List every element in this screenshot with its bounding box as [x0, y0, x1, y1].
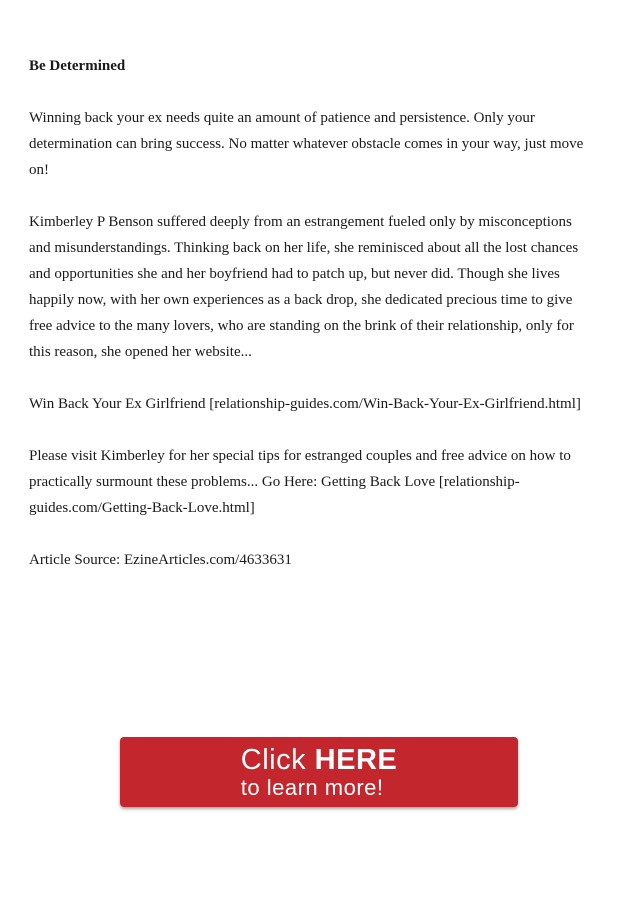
- spacer: [29, 183, 589, 209]
- cta-strong: HERE: [314, 743, 398, 776]
- cta-line-2: to learn more!: [240, 774, 384, 800]
- paragraph-visit-kimberley[interactable]: Please visit Kimberley for her special tips for estranged couples and free advice on how to practically surmount these problems... Go Here: Getting Back Love [relationship-guides.com/Getting-Back-Love.html]: [29, 448, 571, 516]
- spacer: [29, 521, 589, 547]
- spacer: [29, 79, 589, 105]
- cta-line-1: [240, 743, 398, 776]
- spacer: [29, 417, 589, 443]
- spacer: [29, 365, 589, 391]
- article-heading: Be Determined: [29, 58, 126, 74]
- cta-label: [240, 743, 398, 800]
- paragraph-kimberley: Kimberley P Benson suffered deeply from an estrangement fueled only by misconceptions and misunderstandings. Thinking back on her life, she reminisced about all the lost chances and opportunities she and her boyfriend had to patch up, but never did. Though she lives happily now, with her own experiences as a back drop, she dedicated precious time to give free advice to the many lovers, who are standing on the brink of their relationship, only for this reason, she opened her website...: [29, 214, 579, 360]
- paragraph-win-back-link[interactable]: Win Back Your Ex Girlfriend [relationship-guides.com/Win-Back-Your-Ex-Girlfriend.html]: [29, 396, 581, 412]
- cta-prefix: Click: [240, 743, 315, 776]
- article-body: [29, 53, 589, 573]
- click-here-button[interactable]: [120, 737, 518, 807]
- paragraph-determination: Winning back your ex needs quite an amount of patience and persistence. Only your determination can bring success. No matter whatever obstacle comes in your way, just move on!: [29, 110, 584, 178]
- article-source[interactable]: Article Source: EzineArticles.com/4633631: [29, 552, 292, 568]
